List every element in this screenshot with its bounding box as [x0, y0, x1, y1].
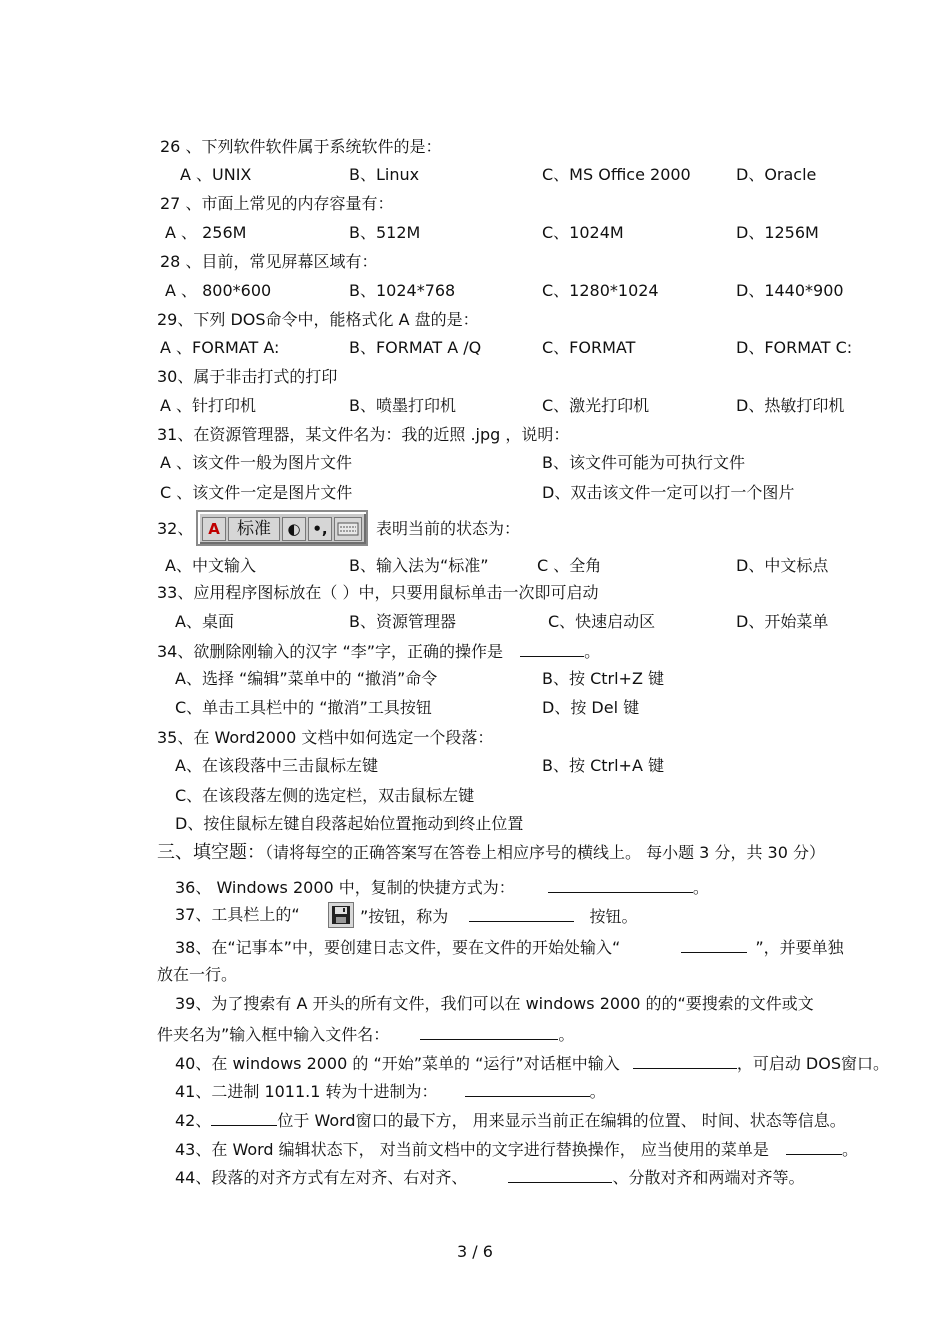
q26-option-c: C、MS Office 2000	[542, 165, 691, 184]
page-number: 3 / 6	[457, 1242, 493, 1261]
ime-name-label: 标准	[228, 517, 280, 541]
question-35: 35、在 Word2000 文档中如何选定一个段落：	[157, 728, 494, 747]
answer-blank	[508, 1166, 612, 1183]
fill-38-text: 38、在“记事本”中，要创建日志文件，要在文件的开始处输入“	[175, 938, 621, 957]
question-33: 33、应用程序图标放在（ ）中，只要用鼠标单击一次即可启动	[157, 583, 599, 602]
q31-option-a: A 、该文件一般为图片文件	[160, 453, 353, 472]
q33-option-c: C、快速启动区	[548, 612, 656, 631]
fill-42	[175, 1109, 846, 1129]
q27-option-a: A 、 256M	[165, 223, 247, 242]
ime-punctuation-icon: •,	[308, 517, 332, 541]
question-34	[157, 640, 600, 660]
q33-option-a: A、桌面	[175, 612, 234, 631]
fill-42-text: 42、	[175, 1111, 212, 1130]
ime-softkeyboard-icon	[334, 517, 362, 541]
fill-43-end: 。	[841, 1140, 858, 1159]
ime-status-bar-image	[196, 510, 368, 546]
fill-44-end: 、分散对齐和两端对齐等。	[612, 1168, 805, 1187]
fill-37-a: 37、工具栏上的“	[175, 905, 300, 924]
answer-blank	[520, 640, 584, 657]
fill-38	[175, 936, 844, 956]
fill-41-end: 。	[589, 1082, 606, 1101]
q31-option-b: B、该文件可能为可执行文件	[542, 453, 745, 472]
fill-36-end: 。	[692, 878, 709, 897]
fill-40-text: 40、在 windows 2000 的 “开始”菜单的 “运行”对话框中输入	[175, 1054, 620, 1073]
fill-39-text: 件夹名为”输入框中输入文件名：	[157, 1025, 390, 1044]
answer-blank	[786, 1138, 842, 1155]
fill-40	[175, 1052, 889, 1072]
q30-option-a: A 、针打印机	[160, 396, 257, 415]
fill-43-text: 43、在 Word 编辑状态下， 对当前文档中的文字进行替换操作， 应当使用的菜单是	[175, 1140, 769, 1159]
q27-option-c: C、1024M	[542, 223, 624, 242]
q34-option-c: C、单击工具栏中的 “撤消”工具按钮	[175, 698, 432, 717]
q32-option-c: C 、全角	[537, 556, 602, 575]
q29-option-d: D、FORMAT C:	[736, 338, 853, 357]
fill-43	[175, 1138, 858, 1158]
answer-blank	[465, 1080, 590, 1097]
ime-chinese-mode-icon: A	[202, 517, 226, 541]
ime-fullwidth-icon: ◐	[282, 517, 306, 541]
answer-blank	[633, 1052, 737, 1069]
answer-blank	[211, 1109, 277, 1126]
question-34-end: 。	[584, 642, 601, 661]
q29-option-a: A 、FORMAT A:	[160, 338, 280, 357]
q35-option-b: B、按 Ctrl+A 键	[542, 756, 664, 775]
q33-option-d: D、开始菜单	[736, 612, 829, 631]
q35-option-d: D、按住鼠标左键自段落起始位置拖动到终止位置	[175, 814, 524, 833]
q35-option-c: C、在该段落左侧的选定栏，双击鼠标左键	[175, 786, 475, 805]
q35-option-a: A、在该段落中三击鼠标左键	[175, 756, 378, 775]
q32-option-a: A、中文输入	[165, 556, 256, 575]
q29-option-b: B、FORMAT A /Q	[349, 338, 482, 357]
q26-option-d: D、Oracle	[736, 165, 817, 184]
fill-42-end: 位于 Word窗口的最下方， 用来显示当前正在编辑的位置、 时间、状态等信息。	[277, 1111, 846, 1130]
q30-option-b: B、喷墨打印机	[349, 396, 456, 415]
answer-blank	[469, 905, 574, 922]
fill-38-cont: 放在一行。	[157, 965, 238, 984]
q30-option-d: D、热敏打印机	[736, 396, 845, 415]
fill-36	[175, 876, 709, 896]
section-title: 三、填空题：	[157, 842, 265, 863]
save-floppy-icon	[328, 902, 354, 928]
answer-blank	[548, 876, 693, 893]
q27-option-d: D、1256M	[736, 223, 819, 242]
fill-44	[175, 1166, 804, 1186]
fill-41-text: 41、二进制 1011.1 转为十进制为：	[175, 1082, 438, 1101]
q28-option-b: B、1024*768	[349, 281, 456, 300]
question-32-number: 32、	[157, 519, 194, 538]
fill-39-end: 。	[558, 1025, 575, 1044]
q30-option-c: C、激光打印机	[542, 396, 650, 415]
question-28: 28 、目前，常见屏幕区域有：	[160, 252, 378, 271]
fill-37-end: 按钮。	[589, 907, 638, 926]
section-heading	[157, 843, 825, 863]
keyboard-icon	[337, 522, 359, 536]
q34-option-d: D、按 Del 键	[542, 698, 640, 717]
fill-44-text: 44、段落的对齐方式有左对齐、右对齐、	[175, 1168, 468, 1187]
q31-option-d: D、双击该文件一定可以打一个图片	[542, 483, 795, 502]
q34-option-b: B、按 Ctrl+Z 键	[542, 669, 664, 688]
question-31: 31、在资源管理器，某文件名为：我的近照 .jpg ，说明：	[157, 425, 570, 444]
floppy-disk-icon	[329, 903, 353, 927]
fill-38-end: ”，并要单独	[755, 938, 844, 957]
section-note: （请将每空的正确答案写在答卷上相应序号的横线上。 每小题 3 分，共 30 分）	[265, 843, 825, 862]
q28-option-d: D、1440*900	[736, 281, 844, 300]
q28-option-c: C、1280*1024	[542, 281, 659, 300]
q34-option-a: A、选择 “编辑”菜单中的 “撤消”命令	[175, 669, 438, 688]
q26-option-b: B、Linux	[349, 165, 420, 184]
question-27: 27 、市面上常见的内存容量有：	[160, 194, 394, 213]
q29-option-c: C、FORMAT	[542, 338, 636, 357]
fill-37-b	[360, 905, 638, 925]
fill-39: 39、为了搜索有 A 开头的所有文件，我们可以在 windows 2000 的的“要搜索的文件或文	[175, 994, 814, 1013]
fill-40-end: ，可启动 DOS窗口。	[736, 1054, 889, 1073]
q33-option-b: B、资源管理器	[349, 612, 456, 631]
q32-option-b: B、输入法为“标准”	[349, 556, 489, 575]
fill-37-mid: ”按钮，称为	[360, 907, 449, 926]
fill-36-text: 36、 Windows 2000 中，复制的快捷方式为：	[175, 878, 515, 897]
q31-option-c: C 、该文件一定是图片文件	[160, 483, 353, 502]
fill-39-cont	[157, 1023, 574, 1043]
q26-option-a: A 、UNIX	[180, 165, 252, 184]
q32-option-d: D、中文标点	[736, 556, 829, 575]
question-32-text: 表明当前的状态为：	[376, 519, 521, 538]
q28-option-a: A 、 800*600	[165, 281, 272, 300]
question-29: 29、下列 DOS命令中，能格式化 A 盘的是：	[157, 310, 479, 329]
question-30: 30、属于非击打式的打印	[157, 367, 338, 386]
fill-41	[175, 1080, 606, 1100]
answer-blank	[681, 936, 747, 953]
answer-blank	[420, 1023, 558, 1040]
question-26: 26 、下列软件软件属于系统软件的是：	[160, 137, 442, 156]
question-34-text: 34、欲删除刚输入的汉字 “李”字，正确的操作是	[157, 642, 504, 661]
q27-option-b: B、512M	[349, 223, 421, 242]
